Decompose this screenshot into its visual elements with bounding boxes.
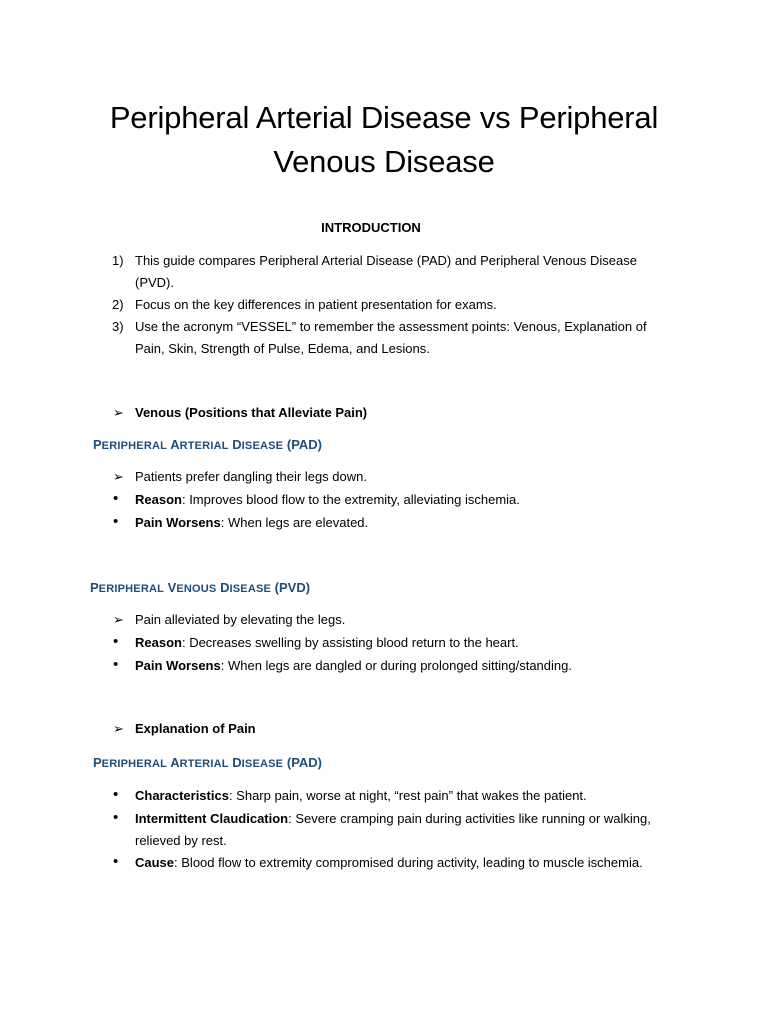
arrow-bullet-icon: ➢ <box>113 405 124 420</box>
intro-item-text-cont: (PVD). <box>135 275 174 290</box>
intro-item-text: Use the acronym “VESSEL” to remember the assessment points: Venous, Explanation of <box>135 319 647 334</box>
bullet-dot-icon: • <box>113 490 119 507</box>
list-item: Cause: Blood flow to extremity compromised during activity, leading to muscle ischemia. <box>135 855 643 870</box>
subheading-pvd: PERIPHERAL VENOUS DISEASE (PVD) <box>90 580 311 595</box>
bullet-dot-icon: • <box>113 786 119 803</box>
list-item: Reason: Decreases swelling by assisting blood return to the heart. <box>135 635 519 650</box>
arrow-bullet-icon: ➢ <box>113 721 124 736</box>
arrow-bullet-icon: ➢ <box>113 469 124 484</box>
bullet-dot-icon: • <box>113 513 119 530</box>
section-heading-explanation-of-pain: Explanation of Pain <box>135 721 256 736</box>
list-item: Pain Worsens: When legs are elevated. <box>135 515 369 530</box>
bullet-dot-icon: • <box>113 656 119 673</box>
bullet-dot-icon: • <box>113 809 119 826</box>
list-item-cont: relieved by rest. <box>135 833 227 848</box>
list-item: Intermittent Claudication: Severe cramping pain during activities like running or walking, <box>135 811 651 826</box>
bullet-dot-icon: • <box>113 853 119 870</box>
list-item: Reason: Improves blood flow to the extremity, alleviating ischemia. <box>135 492 520 507</box>
title-line-2: Venous Disease <box>273 144 495 179</box>
list-item: Characteristics: Sharp pain, worse at night, “rest pain” that wakes the patient. <box>135 788 587 803</box>
subheading-pad: PERIPHERAL ARTERIAL DISEASE (PAD) <box>93 755 322 770</box>
bullet-dot-icon: • <box>113 633 119 650</box>
intro-item-text-cont: Pain, Skin, Strength of Pulse, Edema, and Lesions. <box>135 341 430 356</box>
section-heading-venous: Venous (Positions that Alleviate Pain) <box>135 405 368 420</box>
intro-item-text: This guide compares Peripheral Arterial Disease (PAD) and Peripheral Venous Disease <box>135 253 637 268</box>
list-item: Pain Worsens: When legs are dangled or during prolonged sitting/standing. <box>135 658 572 673</box>
intro-number: 2) <box>112 297 124 312</box>
list-item: Patients prefer dangling their legs down. <box>135 469 367 484</box>
intro-item-text: Focus on the key differences in patient presentation for exams. <box>135 297 497 312</box>
document-title <box>40 96 728 184</box>
intro-number: 3) <box>112 319 124 334</box>
subheading-pad: PERIPHERAL ARTERIAL DISEASE (PAD) <box>93 437 322 452</box>
intro-heading: INTRODUCTION <box>321 220 421 235</box>
list-item: Pain alleviated by elevating the legs. <box>135 612 346 627</box>
arrow-bullet-icon: ➢ <box>113 612 124 627</box>
title-line-1: Peripheral Arterial Disease vs Peripheral <box>109 100 659 135</box>
intro-number: 1) <box>112 253 124 268</box>
